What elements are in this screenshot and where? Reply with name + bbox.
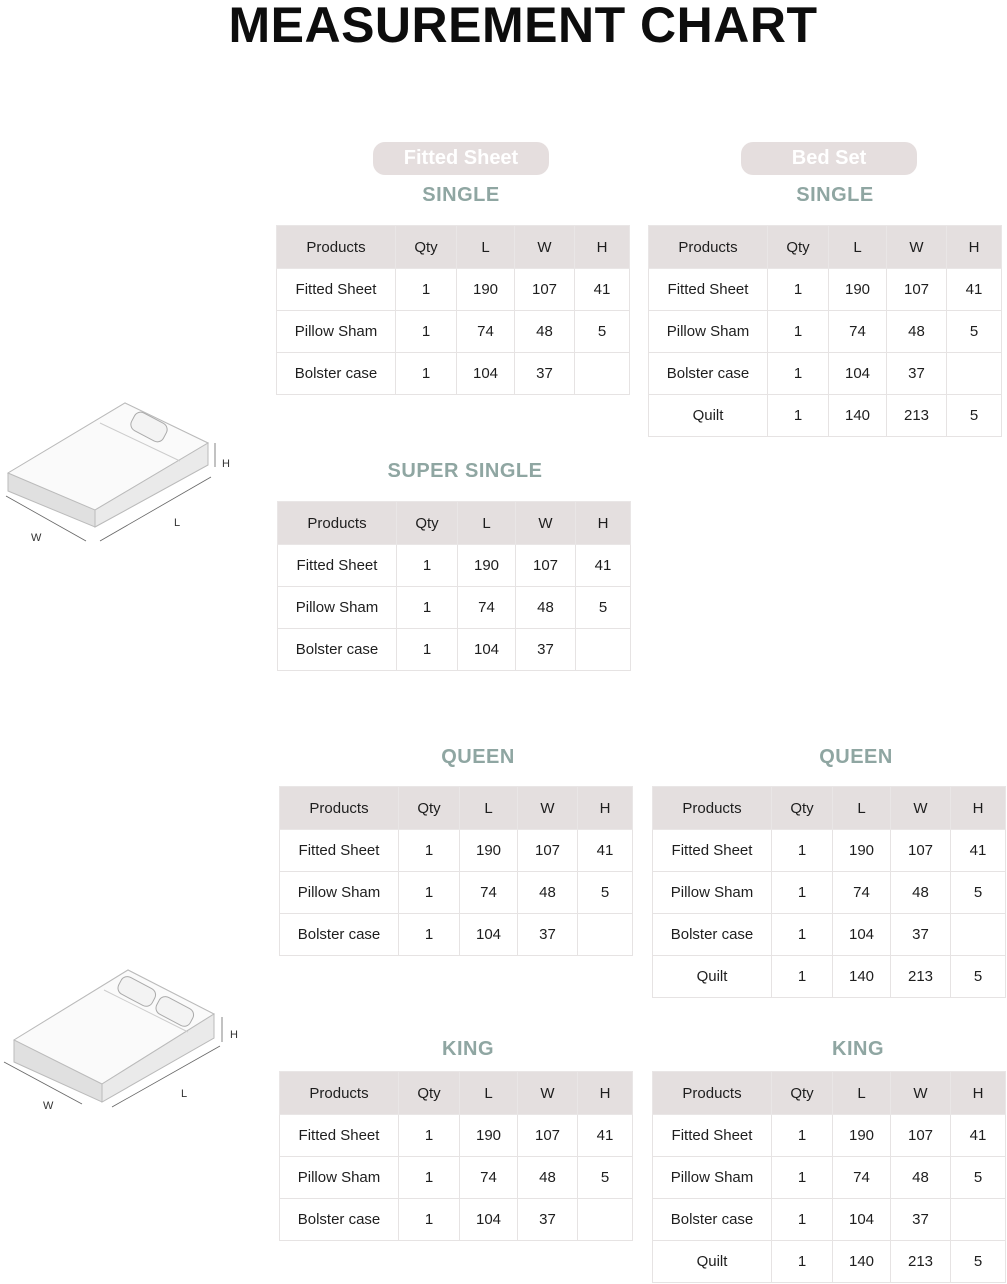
table-cell: 1 [397, 545, 458, 587]
table-cell: 1 [772, 1157, 833, 1199]
table-cell: 74 [833, 1157, 891, 1199]
table-row [278, 545, 631, 587]
table-cell: 1 [772, 914, 833, 956]
column-header: L [458, 502, 516, 545]
table-cell: 1 [772, 872, 833, 914]
bed-set-label: Bed Set [741, 142, 917, 175]
table-row [278, 629, 631, 671]
table-header-row [653, 1072, 1006, 1115]
table-row [649, 395, 1002, 437]
dim-h-label-2: H [230, 1029, 238, 1041]
column-header: Qty [399, 1072, 460, 1115]
table-cell: 37 [518, 1199, 578, 1241]
table-cell: 1 [768, 311, 829, 353]
table-cell: 104 [458, 629, 516, 671]
column-header: Qty [397, 502, 458, 545]
table-cell: 41 [576, 545, 631, 587]
dim-w-label: W [31, 532, 42, 544]
table-cell: Pillow Sham [277, 311, 396, 353]
table-row [277, 311, 630, 353]
table-cell: 37 [891, 1199, 951, 1241]
heading-queen-bedset: QUEEN [819, 746, 893, 768]
table-row [653, 1199, 1006, 1241]
column-header: H [951, 787, 1006, 830]
table-cell: 37 [516, 629, 576, 671]
table-cell: Bolster case [280, 1199, 399, 1241]
table-cell: 190 [460, 1115, 518, 1157]
table-row [653, 1241, 1006, 1283]
column-header: H [575, 226, 630, 269]
table-cell: 74 [460, 1157, 518, 1199]
table-cell: 1 [399, 830, 460, 872]
column-header: Products [280, 1072, 399, 1115]
column-header: L [833, 1072, 891, 1115]
table-cell: Pillow Sham [280, 872, 399, 914]
table-cell: 48 [515, 311, 575, 353]
table-cell: Fitted Sheet [278, 545, 397, 587]
heading-single-fitted: SINGLE [422, 184, 500, 206]
heading-super-single-fitted: SUPER SINGLE [387, 460, 543, 482]
table-cell: 140 [829, 395, 887, 437]
table-cell: 1 [772, 956, 833, 998]
table-cell: Pillow Sham [280, 1157, 399, 1199]
column-header: L [829, 226, 887, 269]
table-cell: 41 [947, 269, 1002, 311]
table-cell: Fitted Sheet [649, 269, 768, 311]
table-cell: 48 [887, 311, 947, 353]
table-row [280, 914, 633, 956]
table-cell: 5 [578, 1157, 633, 1199]
column-header: W [887, 226, 947, 269]
column-header: W [518, 787, 578, 830]
table-cell: 1 [768, 353, 829, 395]
column-header: Qty [772, 787, 833, 830]
table-header-row [277, 226, 630, 269]
king-fitted-table [279, 1071, 633, 1241]
table-cell: Quilt [653, 956, 772, 998]
column-header: H [576, 502, 631, 545]
column-header: W [516, 502, 576, 545]
table-cell: 37 [887, 353, 947, 395]
table-row [278, 587, 631, 629]
table-cell: 74 [460, 872, 518, 914]
table-header-row [653, 787, 1006, 830]
column-header: Products [649, 226, 768, 269]
fitted-sheet-label: Fitted Sheet [373, 142, 549, 175]
table-row [653, 1157, 1006, 1199]
double-bed-diagram-icon [0, 962, 245, 1117]
super-single-fitted-table [277, 501, 631, 671]
table-row [653, 1115, 1006, 1157]
table-cell: 1 [397, 629, 458, 671]
table-cell: 213 [891, 956, 951, 998]
table-cell [578, 914, 633, 956]
table-cell: Fitted Sheet [653, 830, 772, 872]
table-row [649, 353, 1002, 395]
table-cell: Pillow Sham [278, 587, 397, 629]
table-cell: 1 [772, 1199, 833, 1241]
table-cell: Fitted Sheet [277, 269, 396, 311]
table-row [280, 872, 633, 914]
table-cell: 41 [578, 830, 633, 872]
column-header: H [947, 226, 1002, 269]
dim-l-label-2: L [181, 1088, 188, 1100]
table-row [280, 1157, 633, 1199]
single-bedset-table [648, 225, 1002, 437]
table-header-row [280, 1072, 633, 1115]
table-cell: Pillow Sham [649, 311, 768, 353]
table-cell: 74 [458, 587, 516, 629]
table-cell: 48 [516, 587, 576, 629]
table-cell: 107 [518, 830, 578, 872]
table-row [277, 269, 630, 311]
table-cell: 104 [829, 353, 887, 395]
table-cell: 1 [399, 914, 460, 956]
column-header: H [578, 1072, 633, 1115]
table-cell: 37 [891, 914, 951, 956]
table-cell: 74 [829, 311, 887, 353]
column-header: Products [277, 226, 396, 269]
table-cell: 1 [399, 1157, 460, 1199]
table-cell: 1 [396, 353, 457, 395]
table-cell: Bolster case [653, 914, 772, 956]
table-cell: 140 [833, 1241, 891, 1283]
table-row [653, 830, 1006, 872]
table-cell: 5 [951, 872, 1006, 914]
table-cell: 140 [833, 956, 891, 998]
table-cell: 5 [951, 1157, 1006, 1199]
table-row [653, 914, 1006, 956]
column-header: L [833, 787, 891, 830]
column-header: W [518, 1072, 578, 1115]
table-cell: Bolster case [649, 353, 768, 395]
table-cell [575, 353, 630, 395]
table-cell: 1 [772, 830, 833, 872]
column-header: Products [278, 502, 397, 545]
table-row [649, 311, 1002, 353]
table-cell: Bolster case [278, 629, 397, 671]
heading-single-bedset: SINGLE [796, 184, 874, 206]
table-cell [578, 1199, 633, 1241]
table-row [280, 830, 633, 872]
column-header: Products [653, 787, 772, 830]
table-cell [951, 914, 1006, 956]
dim-w-label-2: W [43, 1100, 54, 1112]
table-row [280, 1115, 633, 1157]
table-cell: 1 [768, 269, 829, 311]
table-cell: 5 [951, 956, 1006, 998]
table-cell: 1 [399, 1199, 460, 1241]
table-cell: 190 [460, 830, 518, 872]
table-cell [576, 629, 631, 671]
heading-king-bedset: KING [832, 1038, 884, 1060]
table-row [653, 872, 1006, 914]
table-cell: 1 [396, 269, 457, 311]
table-row [280, 1199, 633, 1241]
table-cell: Fitted Sheet [653, 1115, 772, 1157]
table-cell: Fitted Sheet [280, 1115, 399, 1157]
table-cell: 213 [891, 1241, 951, 1283]
table-cell: 190 [458, 545, 516, 587]
dim-l-label: L [174, 517, 181, 529]
table-header-row [278, 502, 631, 545]
column-header: Qty [396, 226, 457, 269]
column-header: Products [280, 787, 399, 830]
table-cell [947, 353, 1002, 395]
table-cell: Quilt [653, 1241, 772, 1283]
table-cell: 104 [457, 353, 515, 395]
table-cell: 1 [396, 311, 457, 353]
table-cell: 5 [575, 311, 630, 353]
column-header: W [515, 226, 575, 269]
table-cell: Pillow Sham [653, 1157, 772, 1199]
table-cell: 107 [516, 545, 576, 587]
column-header: W [891, 787, 951, 830]
table-cell: 48 [518, 1157, 578, 1199]
table-row [649, 269, 1002, 311]
table-cell: 41 [575, 269, 630, 311]
table-cell: 1 [399, 1115, 460, 1157]
table-cell: 37 [515, 353, 575, 395]
table-cell: 74 [457, 311, 515, 353]
table-cell: 1 [399, 872, 460, 914]
column-header: Products [653, 1072, 772, 1115]
table-cell: 48 [891, 872, 951, 914]
single-fitted-table [276, 225, 630, 395]
table-cell: 5 [947, 395, 1002, 437]
table-cell: Pillow Sham [653, 872, 772, 914]
table-cell: 1 [768, 395, 829, 437]
table-cell: 107 [891, 830, 951, 872]
table-row [653, 956, 1006, 998]
queen-fitted-table [279, 786, 633, 956]
table-cell: 190 [829, 269, 887, 311]
table-cell: Bolster case [653, 1199, 772, 1241]
column-header: Qty [772, 1072, 833, 1115]
queen-bedset-table [652, 786, 1006, 998]
table-cell: Bolster case [277, 353, 396, 395]
table-cell: 107 [887, 269, 947, 311]
column-header: L [457, 226, 515, 269]
table-cell: 107 [891, 1115, 951, 1157]
table-cell: 74 [833, 872, 891, 914]
table-cell: 5 [951, 1241, 1006, 1283]
table-header-row [280, 787, 633, 830]
table-cell: 1 [772, 1241, 833, 1283]
table-cell: 5 [578, 872, 633, 914]
column-header: H [951, 1072, 1006, 1115]
table-cell: 190 [457, 269, 515, 311]
table-cell: 1 [397, 587, 458, 629]
king-bedset-table [652, 1071, 1006, 1283]
heading-king-fitted: KING [442, 1038, 494, 1060]
table-cell: 48 [518, 872, 578, 914]
table-cell: 107 [515, 269, 575, 311]
table-cell: 5 [576, 587, 631, 629]
column-header: W [891, 1072, 951, 1115]
table-row [277, 353, 630, 395]
table-cell: 104 [833, 1199, 891, 1241]
column-header: Qty [768, 226, 829, 269]
table-cell: 107 [518, 1115, 578, 1157]
table-cell [951, 1199, 1006, 1241]
table-cell: 41 [951, 1115, 1006, 1157]
table-cell: 37 [518, 914, 578, 956]
table-cell: 104 [460, 1199, 518, 1241]
table-cell: 41 [951, 830, 1006, 872]
table-cell: Quilt [649, 395, 768, 437]
table-header-row [649, 226, 1002, 269]
column-header: H [578, 787, 633, 830]
single-bed-diagram-icon [0, 395, 240, 550]
table-cell: 190 [833, 830, 891, 872]
table-cell: 213 [887, 395, 947, 437]
table-cell: 104 [460, 914, 518, 956]
table-cell: 5 [947, 311, 1002, 353]
dim-h-label: H [222, 458, 230, 470]
table-cell: 190 [833, 1115, 891, 1157]
table-cell: Fitted Sheet [280, 830, 399, 872]
column-header: L [460, 787, 518, 830]
table-cell: 48 [891, 1157, 951, 1199]
column-header: L [460, 1072, 518, 1115]
table-cell: 1 [772, 1115, 833, 1157]
column-header: Qty [399, 787, 460, 830]
table-cell: 41 [578, 1115, 633, 1157]
page-title: MEASUREMENT CHART [228, 0, 818, 53]
table-cell: Bolster case [280, 914, 399, 956]
table-cell: 104 [833, 914, 891, 956]
heading-queen-fitted: QUEEN [441, 746, 515, 768]
